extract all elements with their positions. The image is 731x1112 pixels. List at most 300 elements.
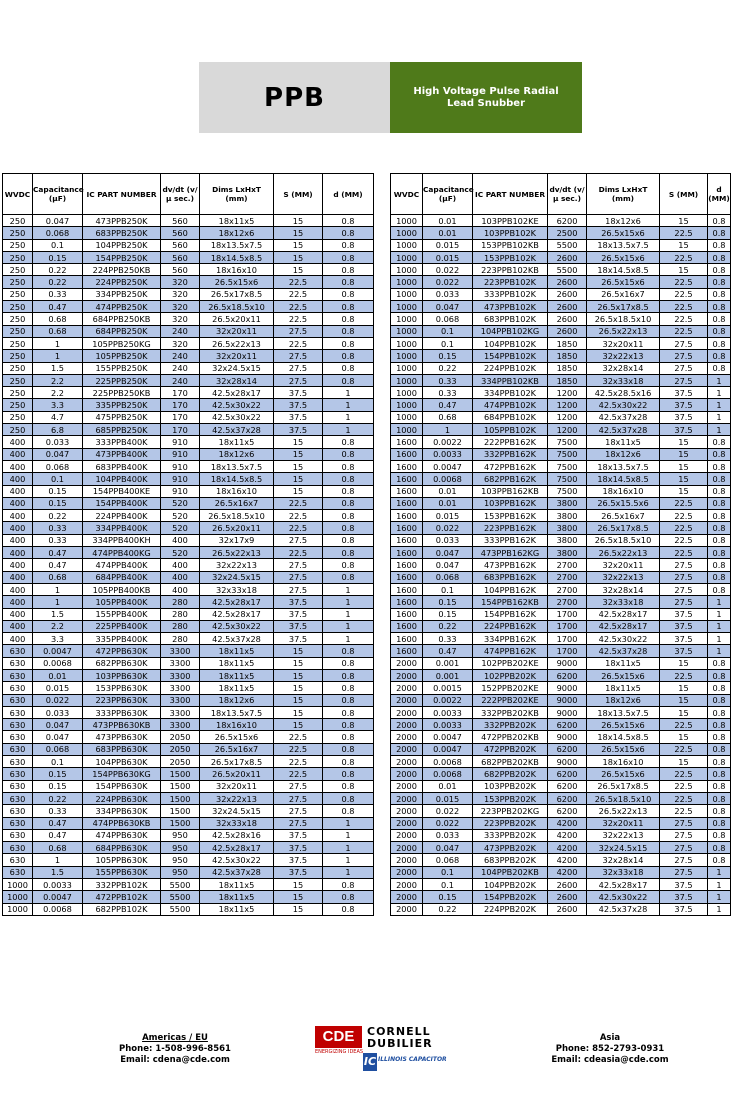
table-cell: 0.8 [708, 522, 731, 534]
table-row [391, 829, 731, 841]
table-cell: 104PPB202KB [473, 866, 548, 878]
table-cell: 32x24.5x15 [200, 805, 274, 817]
table-cell: 0.8 [708, 510, 731, 522]
table-row [391, 325, 731, 337]
table-row [3, 350, 374, 362]
table-cell: 224PPB162K [473, 620, 548, 632]
table-cell: 0.8 [708, 313, 731, 325]
table-cell: 0.8 [708, 534, 731, 546]
table-cell: 0.8 [708, 350, 731, 362]
table-cell: 0.15 [423, 891, 473, 903]
table-cell: 0.0015 [423, 682, 473, 694]
table-cell: 18x11x5 [587, 657, 660, 669]
table-cell: 15 [274, 485, 323, 497]
table-cell: 18x16x10 [200, 264, 274, 276]
table-cell: 250 [3, 374, 33, 386]
table-cell: 560 [161, 215, 200, 227]
table-cell: 1000 [391, 276, 423, 288]
table-cell: 560 [161, 251, 200, 263]
table-cell: 32x33x18 [587, 866, 660, 878]
table-cell: 26.5x18.5x10 [587, 313, 660, 325]
table-cell: 154PPB400KE [83, 485, 161, 497]
table-cell: 0.068 [33, 227, 83, 239]
table-cell: 0.47 [33, 817, 83, 829]
table-cell: 22.5 [660, 669, 708, 681]
table-cell: 0.0068 [33, 657, 83, 669]
table-cell: 0.8 [323, 497, 374, 509]
table-cell: 222PPB162K [473, 436, 548, 448]
table-cell: 320 [161, 337, 200, 349]
table-cell: 32x33x18 [200, 817, 274, 829]
table-row [3, 583, 374, 595]
table-cell: 0.8 [323, 510, 374, 522]
table-cell: 0.22 [423, 620, 473, 632]
table-row [3, 239, 374, 251]
table-cell: 3800 [548, 510, 587, 522]
table-cell: 26.5x20x11 [200, 768, 274, 780]
table-cell: 37.5 [274, 829, 323, 841]
table-cell: 250 [3, 387, 33, 399]
table-cell: 3.3 [33, 399, 83, 411]
table-cell: 2000 [391, 817, 423, 829]
table-cell: 37.5 [660, 608, 708, 620]
table-cell: 1 [323, 387, 374, 399]
table-cell: 2000 [391, 903, 423, 915]
table-cell: 22.5 [274, 497, 323, 509]
table-row [3, 411, 374, 423]
table-cell: 15 [274, 251, 323, 263]
table-cell: 26.5x15x6 [587, 743, 660, 755]
table-cell: 27.5 [274, 559, 323, 571]
table-cell: 27.5 [660, 337, 708, 349]
table-cell: 32x20x11 [587, 337, 660, 349]
table-cell: 250 [3, 362, 33, 374]
table-cell: 15 [660, 694, 708, 706]
table-cell: 2600 [548, 325, 587, 337]
table-cell: 22.5 [660, 743, 708, 755]
table-cell: 400 [3, 448, 33, 460]
table-cell: 7500 [548, 460, 587, 472]
table-row [391, 891, 731, 903]
table-cell: 630 [3, 829, 33, 841]
table-cell: 334PPB400KH [83, 534, 161, 546]
table-cell: 3300 [161, 669, 200, 681]
table-cell: 0.8 [323, 768, 374, 780]
table-cell: 1 [33, 854, 83, 866]
table-cell: 0.68 [33, 325, 83, 337]
table-cell: 473PPB102K [473, 301, 548, 313]
table-cell: 26.5x15x6 [587, 276, 660, 288]
table-cell: 684PPB102K [473, 411, 548, 423]
table-cell: 333PPB202K [473, 829, 548, 841]
table-row [3, 756, 374, 768]
table-cell: 15 [274, 264, 323, 276]
table-cell: 0.8 [708, 448, 731, 460]
table-cell: 42.5x30x22 [587, 633, 660, 645]
table-cell: 153PPB630K [83, 682, 161, 694]
table-cell: 520 [161, 547, 200, 559]
table-cell: 0.33 [423, 633, 473, 645]
table-cell: 0.8 [708, 780, 731, 792]
table-cell: 9000 [548, 706, 587, 718]
table-cell: 26.5x15x6 [587, 719, 660, 731]
table-cell: 683PPB400K [83, 460, 161, 472]
table-row [391, 424, 731, 436]
table-cell: 1000 [391, 362, 423, 374]
table-cell: 0.022 [33, 694, 83, 706]
table-cell: 2000 [391, 842, 423, 854]
table-cell: 104PPB102K [473, 337, 548, 349]
table-cell: 474PPB400KG [83, 547, 161, 559]
table-cell: 1600 [391, 645, 423, 657]
table-row [391, 522, 731, 534]
table-row [391, 694, 731, 706]
table-cell: 1000 [391, 313, 423, 325]
table-cell: 103PPB202K [473, 780, 548, 792]
table-cell: 0.68 [33, 842, 83, 854]
table-row [391, 620, 731, 632]
table-cell: 18x12x6 [200, 227, 274, 239]
table-cell: 15 [660, 706, 708, 718]
table-cell: 37.5 [660, 387, 708, 399]
table-cell: 1000 [3, 903, 33, 915]
table-cell: 1600 [391, 522, 423, 534]
table-cell: 22.5 [274, 288, 323, 300]
table-cell: 26.5x17x8.5 [587, 522, 660, 534]
table-cell: 0.033 [33, 436, 83, 448]
table-row [391, 731, 731, 743]
table-row [3, 510, 374, 522]
table-row [391, 817, 731, 829]
column-header: Capacitance (µF) [423, 174, 473, 215]
table-row [3, 633, 374, 645]
table-cell: 0.15 [423, 608, 473, 620]
table-cell: 250 [3, 411, 33, 423]
table-row [3, 891, 374, 903]
table-cell: 42.5x37x28 [587, 411, 660, 423]
table-cell: 560 [161, 264, 200, 276]
table-cell: 683PPB202K [473, 854, 548, 866]
table-cell: 0.8 [708, 337, 731, 349]
table-row [3, 854, 374, 866]
table-cell: 22.5 [660, 534, 708, 546]
table-cell: 0.8 [708, 731, 731, 743]
table-cell: 1600 [391, 596, 423, 608]
table-cell: 1000 [391, 411, 423, 423]
table-cell: 3800 [548, 547, 587, 559]
table-cell: 1500 [161, 805, 200, 817]
table-row [391, 473, 731, 485]
table-cell: 0.1 [423, 337, 473, 349]
table-cell: 0.01 [423, 485, 473, 497]
table-cell: 1 [708, 645, 731, 657]
asia-email[interactable]: Email: cdeasia@cde.com [551, 1055, 669, 1065]
table-cell: 250 [3, 301, 33, 313]
table-row [3, 337, 374, 349]
table-cell: 2600 [548, 251, 587, 263]
table-cell: 32x24.5x15 [587, 842, 660, 854]
table-cell: 2050 [161, 756, 200, 768]
table-cell: 225PPB250KB [83, 387, 161, 399]
table-cell: 15 [660, 473, 708, 485]
table-cell: 6200 [548, 743, 587, 755]
table-cell: 18x11x5 [200, 215, 274, 227]
table-cell: 0.15 [33, 497, 83, 509]
table-cell: 520 [161, 497, 200, 509]
table-cell: 0.15 [33, 768, 83, 780]
table-cell: 22.5 [660, 510, 708, 522]
table-cell: 474PPB630K [83, 829, 161, 841]
table-cell: 0.047 [33, 215, 83, 227]
table-cell: 0.8 [323, 337, 374, 349]
table-cell: 0.8 [323, 706, 374, 718]
table-cell: 18x11x5 [200, 645, 274, 657]
table-cell: 223PPB102K [473, 276, 548, 288]
table-cell: 27.5 [660, 842, 708, 854]
table-cell: 105PPB630K [83, 854, 161, 866]
column-header: Dims LxHxT (mm) [200, 174, 274, 215]
table-cell: 18x11x5 [200, 436, 274, 448]
table-cell: 320 [161, 313, 200, 325]
table-cell: 0.8 [708, 251, 731, 263]
table-cell: 0.68 [33, 313, 83, 325]
table-cell: 22.5 [274, 510, 323, 522]
table-cell: 2600 [548, 313, 587, 325]
table-row [391, 719, 731, 731]
table-cell: 103PPB162K [473, 497, 548, 509]
table-cell: 0.8 [708, 460, 731, 472]
table-cell: 1850 [548, 374, 587, 386]
table-cell: 27.5 [660, 817, 708, 829]
table-cell: 0.33 [33, 805, 83, 817]
table-cell: 2000 [391, 682, 423, 694]
table-cell: 18x12x6 [200, 694, 274, 706]
table-cell: 26.5x16x7 [200, 743, 274, 755]
table-cell: 15 [660, 264, 708, 276]
table-row [3, 362, 374, 374]
table-cell: 26.5x15x6 [587, 768, 660, 780]
table-cell: 223PPB162K [473, 522, 548, 534]
table-cell: 105PPB400K [83, 596, 161, 608]
table-cell: 0.8 [708, 706, 731, 718]
logo-line-1: CORNELL [367, 1025, 431, 1038]
table-cell: 1 [708, 903, 731, 915]
table-cell: 27.5 [660, 350, 708, 362]
table-cell: 0.047 [423, 842, 473, 854]
table-cell: 37.5 [660, 633, 708, 645]
table-cell: 250 [3, 239, 33, 251]
table-cell: 0.68 [33, 571, 83, 583]
table-cell: 1 [323, 866, 374, 878]
table-cell: 1850 [548, 350, 587, 362]
table-row [391, 239, 731, 251]
table-cell: 0.015 [423, 510, 473, 522]
table-cell: 32x22x13 [587, 829, 660, 841]
table-cell: 0.015 [33, 682, 83, 694]
table-row [3, 743, 374, 755]
table-cell: 0.8 [708, 743, 731, 755]
table-cell: 1000 [391, 239, 423, 251]
table-cell: 15 [274, 879, 323, 891]
table-row [391, 682, 731, 694]
table-cell: 18x13.5x7.5 [587, 239, 660, 251]
table-cell: 1500 [161, 792, 200, 804]
table-cell: 22.5 [274, 731, 323, 743]
table-cell: 18x14.5x8.5 [200, 251, 274, 263]
table-row [3, 276, 374, 288]
table-cell: 0.047 [33, 719, 83, 731]
table-cell: 0.8 [323, 448, 374, 460]
logo-line-2: DUBILIER [367, 1037, 433, 1050]
table-cell: 1200 [548, 387, 587, 399]
table-cell: 32x22x13 [200, 792, 274, 804]
table-cell: 1600 [391, 608, 423, 620]
table-cell: 4.7 [33, 411, 83, 423]
table-cell: 0.8 [323, 657, 374, 669]
table-cell: 18x14.5x8.5 [200, 473, 274, 485]
table-cell: 26.5x15x6 [200, 276, 274, 288]
table-cell: 1000 [3, 879, 33, 891]
table-cell: 170 [161, 424, 200, 436]
table-cell: 630 [3, 780, 33, 792]
table-cell: 1 [323, 829, 374, 841]
table-cell: 0.33 [33, 288, 83, 300]
table-cell: 0.8 [708, 817, 731, 829]
table-cell: 22.5 [274, 276, 323, 288]
table-cell: 0.8 [323, 780, 374, 792]
table-cell: 22.5 [660, 792, 708, 804]
table-row [391, 903, 731, 915]
table-cell: 0.01 [33, 669, 83, 681]
table-cell: 32x24.5x15 [200, 571, 274, 583]
table-cell: 4200 [548, 842, 587, 854]
table-cell: 685PPB250K [83, 424, 161, 436]
table-cell: 1500 [161, 780, 200, 792]
table-cell: 2000 [391, 756, 423, 768]
table-cell: 37.5 [274, 633, 323, 645]
table-cell: 18x14.5x8.5 [587, 264, 660, 276]
table-cell: 2600 [548, 903, 587, 915]
table-cell: 1000 [391, 387, 423, 399]
table-cell: 4200 [548, 817, 587, 829]
table-cell: 0.068 [423, 313, 473, 325]
column-header: dv/dt (v/µ sec.) [161, 174, 200, 215]
table-row [391, 227, 731, 239]
table-cell: 7500 [548, 436, 587, 448]
table-cell: 18x16x10 [200, 719, 274, 731]
table-cell: 26.5x17x8.5 [200, 288, 274, 300]
table-cell: 42.5x30x22 [200, 854, 274, 866]
table-cell: 15 [660, 756, 708, 768]
table-cell: 2000 [391, 743, 423, 755]
table-cell: 15 [660, 657, 708, 669]
table-cell: 105PPB250KG [83, 337, 161, 349]
table-row [3, 251, 374, 263]
table-row [391, 350, 731, 362]
table-cell: 0.8 [323, 374, 374, 386]
table-cell: 1000 [391, 227, 423, 239]
table-cell: 1 [708, 608, 731, 620]
table-cell: 42.5x37x28 [200, 633, 274, 645]
americas-email[interactable]: Email: cdena@cde.com [120, 1055, 230, 1065]
table-cell: 1600 [391, 583, 423, 595]
table-cell: 18x13.5x7.5 [587, 460, 660, 472]
table-cell: 630 [3, 743, 33, 755]
table-cell: 400 [161, 559, 200, 571]
table-cell: 0.22 [33, 276, 83, 288]
table-cell: 0.22 [423, 362, 473, 374]
table-cell: 26.5x20x11 [200, 313, 274, 325]
column-header: dv/dt (v/µ sec.) [548, 174, 587, 215]
table-cell: 22.5 [274, 301, 323, 313]
cde-logo-mark: CDE [315, 1026, 362, 1048]
table-cell: 0.8 [708, 854, 731, 866]
table-cell: 0.0068 [423, 473, 473, 485]
table-row [391, 583, 731, 595]
table-cell: 1000 [391, 337, 423, 349]
table-cell: 1000 [391, 325, 423, 337]
americas-contact [100, 1033, 250, 1066]
table-cell: 474PPB630KB [83, 817, 161, 829]
table-cell: 1000 [391, 350, 423, 362]
table-cell: 0.47 [423, 399, 473, 411]
table-cell: 2000 [391, 854, 423, 866]
table-cell: 15 [660, 239, 708, 251]
table-cell: 0.0033 [33, 879, 83, 891]
table-cell: 472PPB162K [473, 460, 548, 472]
column-header: S (MM) [660, 174, 708, 215]
table-cell: 6200 [548, 780, 587, 792]
table-row [3, 842, 374, 854]
table-cell: 42.5x37x28 [587, 424, 660, 436]
table-cell: 1000 [391, 424, 423, 436]
table-cell: 0.22 [423, 903, 473, 915]
series-title: PPB [199, 62, 390, 133]
table-cell: 1 [323, 620, 374, 632]
table-row [391, 842, 731, 854]
table-cell: 6200 [548, 669, 587, 681]
column-header: IC PART NUMBER [473, 174, 548, 215]
table-cell: 0.1 [423, 879, 473, 891]
table-cell: 1 [323, 854, 374, 866]
table-cell: 2600 [548, 288, 587, 300]
table-row [3, 719, 374, 731]
table-cell: 1 [708, 596, 731, 608]
table-cell: 684PPB400K [83, 571, 161, 583]
table-cell: 0.8 [708, 485, 731, 497]
table-cell: 0.068 [33, 460, 83, 472]
table-cell: 22.5 [274, 337, 323, 349]
table-cell: 27.5 [274, 805, 323, 817]
table-cell: 224PPB202K [473, 903, 548, 915]
table-cell: 42.5x28x17 [200, 842, 274, 854]
table-cell: 22.5 [660, 497, 708, 509]
table-cell: 2.2 [33, 387, 83, 399]
table-cell: 400 [3, 608, 33, 620]
table-cell: 9000 [548, 682, 587, 694]
table-cell: 42.5x37x28 [587, 645, 660, 657]
table-cell: 37.5 [660, 903, 708, 915]
table-cell: 7500 [548, 448, 587, 460]
table-cell: 27.5 [274, 325, 323, 337]
table-cell: 154PPB102K [473, 350, 548, 362]
table-cell: 0.8 [323, 485, 374, 497]
table-cell: 18x11x5 [200, 657, 274, 669]
table-cell: 32x33x18 [587, 596, 660, 608]
table-row [391, 657, 731, 669]
table-cell: 26.5x16x7 [200, 497, 274, 509]
table-row [3, 768, 374, 780]
